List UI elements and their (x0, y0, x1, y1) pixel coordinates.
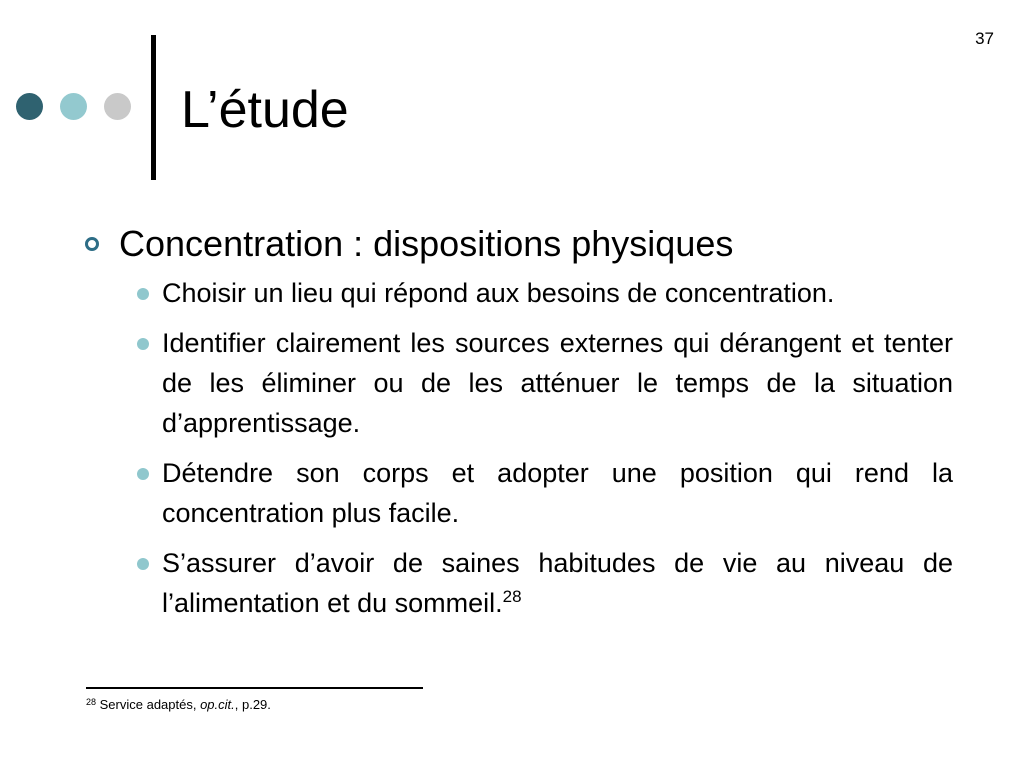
footnote-italic-citation: op.cit. (200, 697, 235, 712)
title-vertical-rule (151, 35, 156, 180)
circle-bullet-icon (137, 338, 149, 350)
sub-bullet-item (85, 543, 953, 623)
footnote-separator (86, 687, 423, 689)
slide-content (85, 220, 953, 633)
sub-bullet-item (85, 323, 953, 443)
page-number: 37 (975, 29, 994, 48)
dark-teal-dot-icon (16, 93, 43, 120)
main-bullet-text: Concentration : dispositions physiques (119, 223, 734, 264)
circle-bullet-icon (137, 468, 149, 480)
circle-bullet-icon (137, 288, 149, 300)
main-bullet-item (85, 220, 953, 268)
sub-bullet-list (85, 273, 953, 623)
sub-bullet-text: Choisir un lieu qui répond aux besoins de concentration. (162, 278, 835, 308)
gray-dot-icon (104, 93, 131, 120)
ring-bullet-icon (85, 237, 99, 251)
circle-bullet-icon (137, 558, 149, 570)
footnote-text-after: , p.29. (234, 697, 271, 712)
sub-bullet-text: Détendre son corps et adopter une position qui rend la concentration plus facile. (162, 458, 953, 528)
slide-title: L’étude (181, 81, 349, 139)
sub-bullet-item (85, 453, 953, 533)
three-dots-decoration-icon (16, 93, 132, 121)
light-teal-dot-icon (60, 93, 87, 120)
sub-bullet-text: Identifier clairement les sources externes qui dérangent et tenter de les éliminer ou de les atténuer le temps de la situation d’apprentissage. (162, 328, 953, 438)
footnote (86, 697, 271, 713)
footnote-text-before: Service adaptés, (96, 697, 201, 712)
sub-bullet-item (85, 273, 953, 313)
footnote-number: 28 (86, 697, 97, 707)
footnote-reference: 28 (502, 587, 522, 606)
sub-bullet-text: S’assurer d’avoir de saines habitudes de vie au niveau de l’alimentation et du sommeil. (162, 548, 953, 618)
